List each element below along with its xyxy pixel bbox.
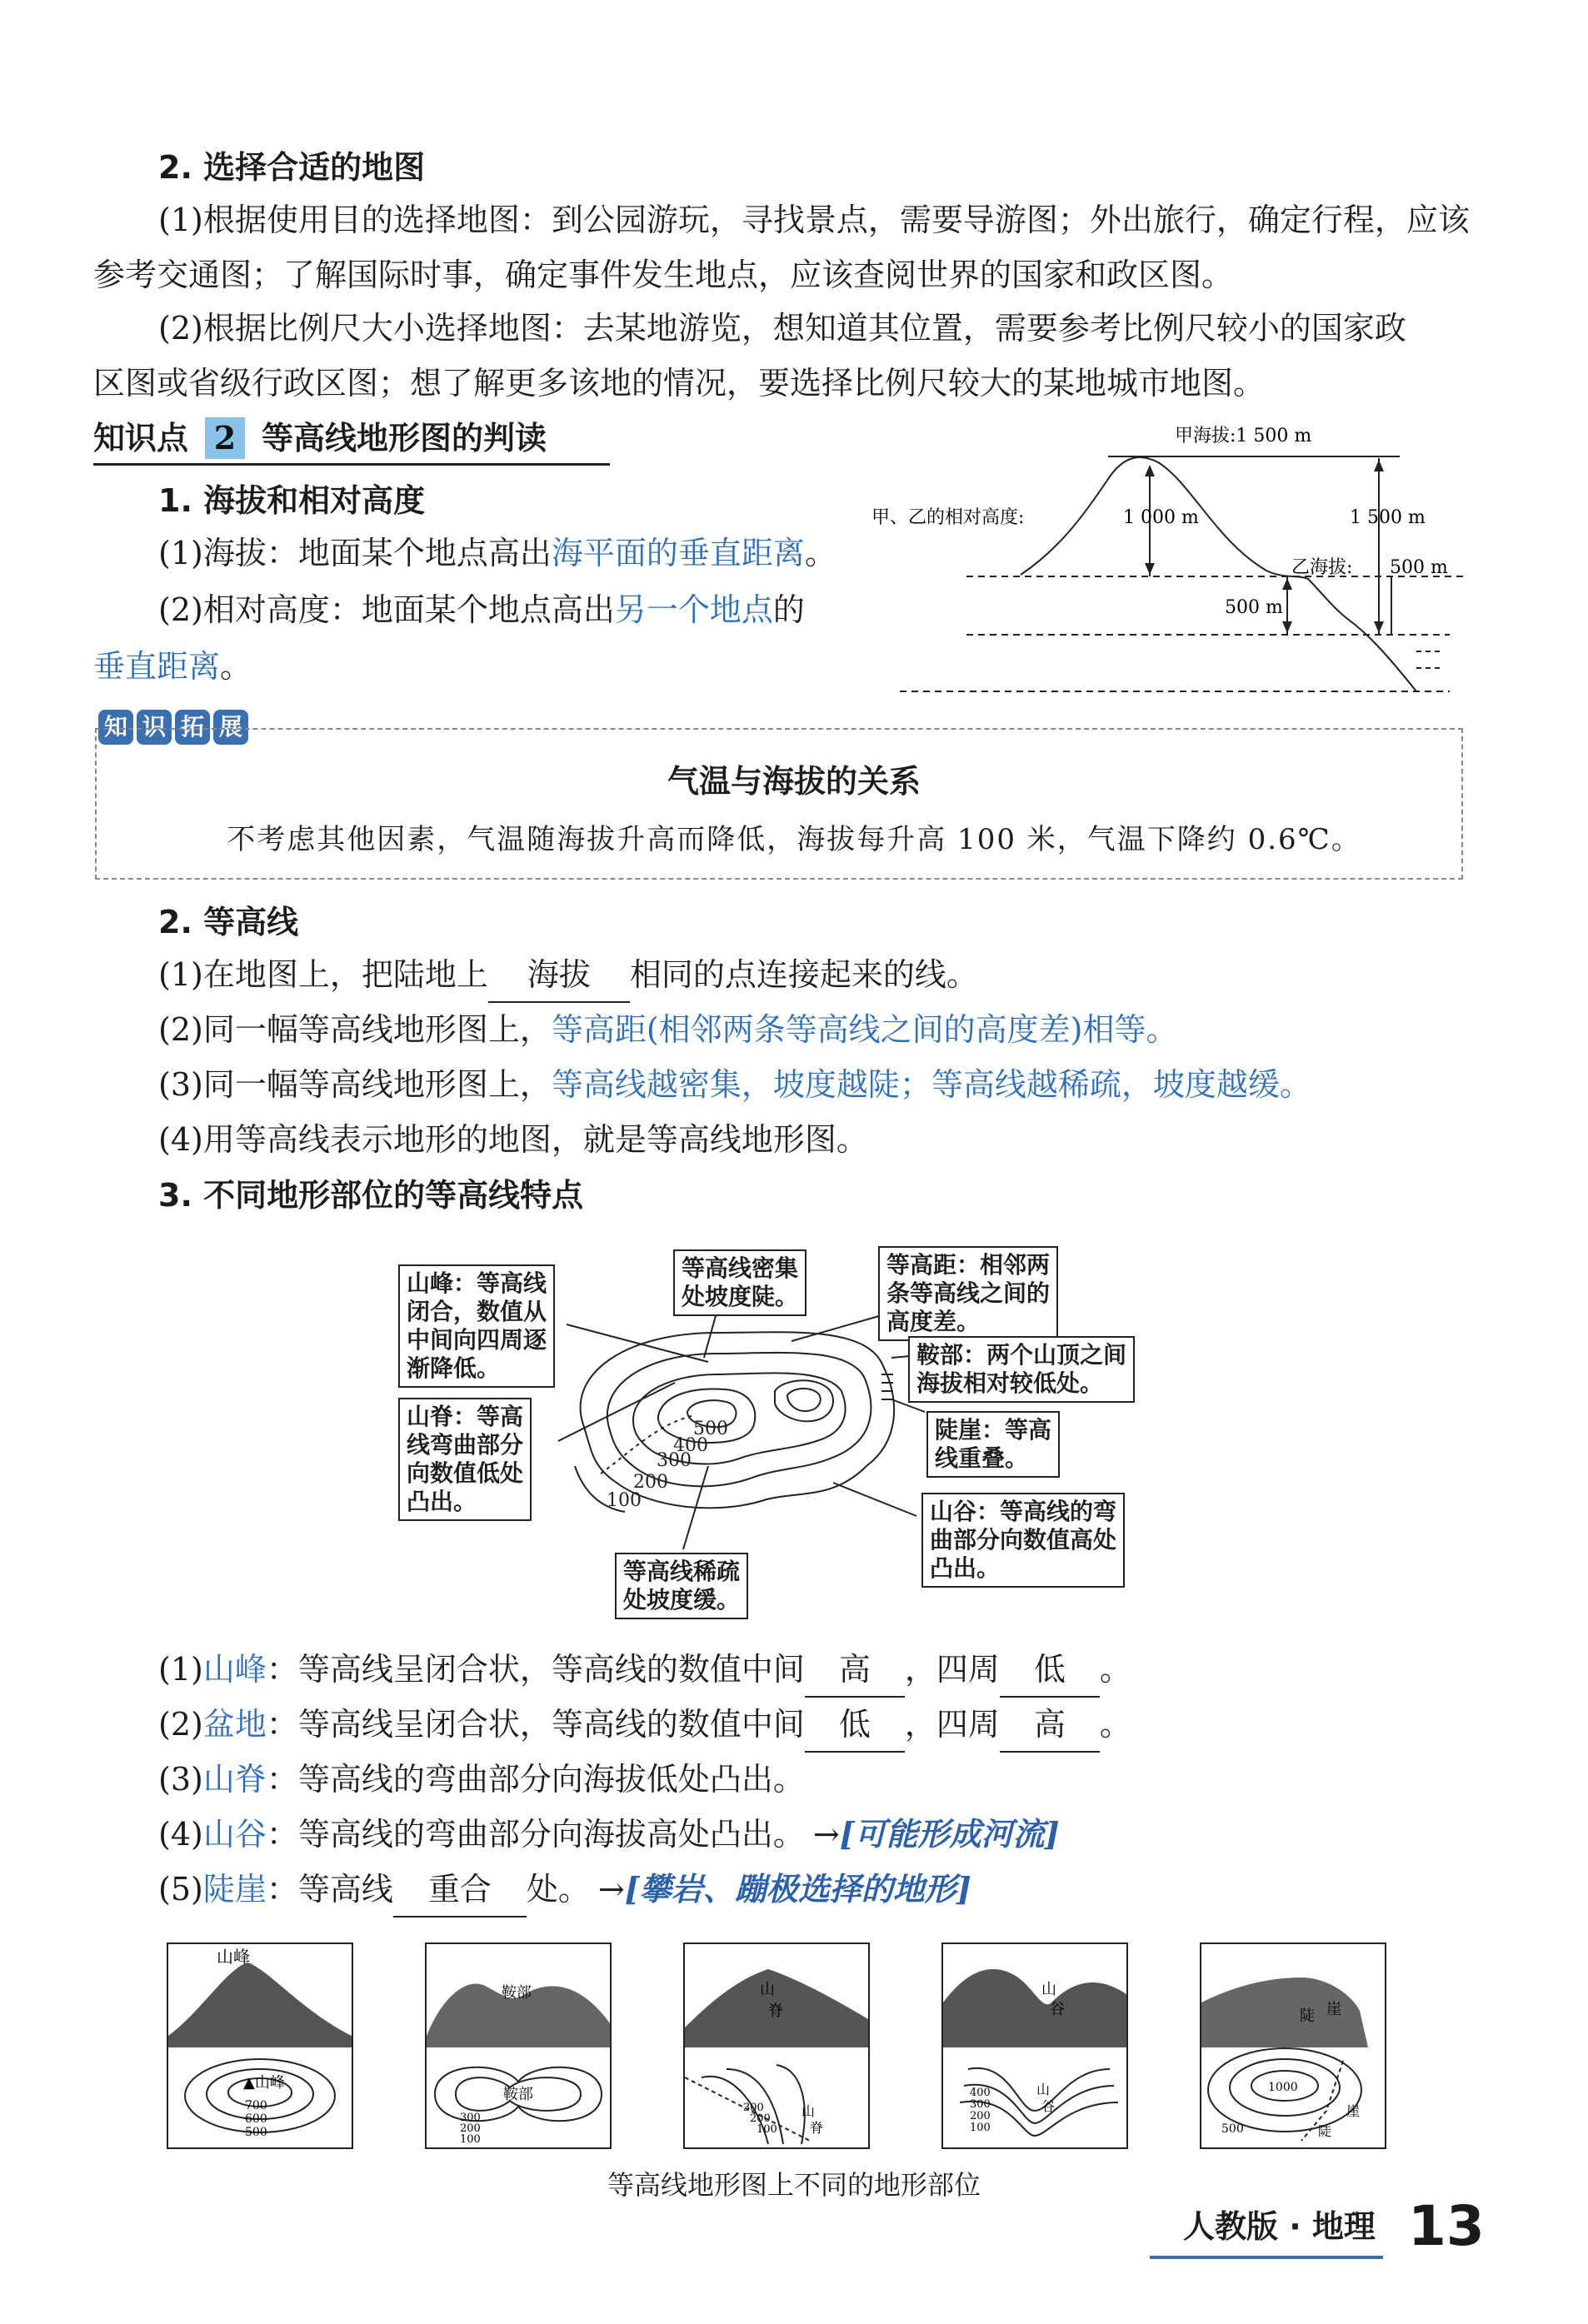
section-title-choose-map: 2. 选择合适的地图 [158,149,426,186]
callout-ridge [398,1398,532,1521]
altitude-def-answer: 海平面的垂直距离 [551,535,805,571]
altitude-definition [158,526,836,580]
panel-ridge-200: 200 [750,2112,771,2125]
item-basin-end: 。 [1099,1706,1131,1743]
height-500-right-label: 500 m [1390,557,1448,578]
item-cliff-text: ：等高线 [266,1871,393,1908]
arrow-icon: → [597,1871,625,1908]
panel-ridge-100: 100 [757,2123,777,2136]
footer-edition: 人教版 · 地理 [1183,2208,1376,2245]
item-basin-num: (2) [158,1706,203,1743]
callout-peak [398,1264,555,1388]
callout-sparse [615,1553,748,1619]
item-basin-text2: ，四周 [904,1706,1000,1743]
item-ridge-term: 山脊 [202,1761,267,1798]
callout-peak-line3: 中间向四周逐 [407,1326,547,1354]
panel-cliff [1200,1942,1386,2149]
callout-ridge-line4: 凸出。 [407,1488,477,1515]
item-cliff [158,1863,971,1918]
figure-caption: 等高线地形图上不同的地形部位 [607,2169,981,2201]
item-basin [158,1698,1131,1753]
callout-dense-line2: 处坡度陡。 [682,1283,799,1310]
altitude-def-text: (1)海拔：地面某个地点高出 [158,535,552,571]
page-number: 13 [1408,2194,1485,2258]
yi-altitude-label: 乙海拔: [1291,557,1353,578]
item-valley [158,1808,1060,1861]
item-basin-text: ：等高线呈闭合状，等高线的数值中间 [266,1706,805,1743]
contour-label-200: 200 [633,1472,668,1493]
panel-valley-bottom-2: 谷 [1041,2098,1056,2114]
section-title-contour: 2. 等高线 [158,904,299,940]
footer-rule [1150,2256,1383,2259]
callout-valley-line2: 曲部分向数值高处 [930,1526,1117,1553]
item-ridge-text: ：等高线的弯曲部分向海拔低处凸出。 [266,1761,805,1798]
item-peak-blank2: 低 [1000,1643,1100,1698]
panel-saddle [425,1942,612,2149]
contour-def-blank: 海拔 [488,948,630,1003]
callout-saddle [908,1336,1135,1403]
panel-ridge-top-2: 脊 [768,2002,783,2020]
contour-density-answer: 等高线越密集，坡度越陡；等高线越稀疏，坡度越缓。 [551,1066,1311,1103]
panel-peak-700: 700 [245,2099,267,2112]
panel-valley-bottom-1: 山 [1036,2082,1051,2097]
ext-tag-char-3: 拓 [175,710,210,745]
relative-def-answer2: 垂直距离 [93,648,221,685]
section-title-landforms: 3. 不同地形部位的等高线特点 [158,1177,584,1214]
arrow-icon: → [812,1816,840,1853]
callout-dense-line1: 等高线密集 [682,1254,799,1282]
callout-cliff [926,1411,1060,1478]
item-valley-num: (4) [158,1816,203,1853]
callout-sparse-line1: 等高线稀疏 [623,1558,741,1585]
section-title-altitude: 1. 海拔和相对高度 [158,482,426,519]
panel-valley-top-2: 谷 [1050,2001,1065,2018]
contour-interval-text: (2)同一幅等高线地形图上， [158,1011,552,1048]
altitude-diagram [866,416,1466,708]
item-cliff-text2: 处。 [526,1871,590,1908]
contour-label-300: 300 [657,1450,692,1471]
item-ridge [158,1753,805,1806]
panel-saddle-top-label: 鞍部 [502,1984,532,2002]
contour-label-100: 100 [607,1490,642,1511]
panel-peak-500: 500 [245,2126,267,2139]
panel-valley-400: 400 [970,2087,991,2099]
callout-ridge-line2: 线弯曲部分 [407,1431,524,1459]
ext-tag-char-4: 展 [213,710,248,745]
item-basin-blank2: 高 [1000,1698,1100,1753]
extension-title: 气温与海拔的关系 [667,763,921,800]
panel-peak-top-label: 山峰 [217,1947,250,1967]
relative-def-answer1: 另一个地点 [614,591,773,628]
panel-saddle-100: 100 [460,2133,481,2146]
relative-height-label: 甲、乙的相对高度: [871,507,1025,528]
panel-cliff-bottom-2: 陡 [1318,2123,1332,2139]
item-basin-blank1: 低 [805,1698,905,1753]
panel-ridge-bottom-1: 山 [801,2103,816,2119]
ext-tag-char-1: 知 [98,710,133,745]
panel-cliff-1000: 1000 [1268,2081,1298,2094]
callout-interval [878,1246,1058,1341]
callout-cliff-line1: 陡崖：等高 [935,1416,1052,1444]
callout-interval-line1: 等高距：相邻两 [886,1251,1051,1279]
panel-ridge-bottom-2: 脊 [810,2120,824,2136]
item-cliff-term: 陡崖 [202,1871,267,1908]
panel-ridge [683,1942,870,2149]
height-1500-label: 1 500 m [1350,507,1426,528]
item-valley-text: ：等高线的弯曲部分向海拔高处凸出。 [266,1816,805,1853]
altitude-def-end: 。 [804,535,836,571]
contour-def-text: (1)在地图上，把陆地上 [158,956,488,993]
panel-cliff-top-2: 崖 [1326,2001,1341,2018]
callout-valley [921,1493,1125,1588]
jia-altitude-label: 甲海拔:1 500 m [1175,426,1312,446]
height-1000-label: 1 000 m [1123,507,1199,528]
item-cliff-num: (5) [158,1871,203,1908]
item-valley-note: [可能形成河流] [839,1815,1060,1853]
contour-label-400: 400 [673,1435,708,1456]
knowledge-point-title: 等高线地形图的判读 [262,420,547,456]
relative-def-text: (2)相对高度：地面某个地点高出 [158,591,615,628]
panel-peak-600: 600 [245,2112,267,2126]
height-500-left-label: 500 m [1225,597,1283,618]
callout-valley-line1: 山谷：等高线的弯 [930,1498,1117,1525]
panel-ridge-300: 300 [743,2102,764,2114]
panel-peak-inner-label: ▲山峰 [243,2074,285,2092]
paragraph-purpose-2: 参考交通图；了解国际时事，确定事件发生地点，应该查阅世界的国家和政区图。 [93,257,1234,293]
callout-interval-line2: 条等高线之间的 [886,1279,1051,1307]
item-peak [158,1643,1131,1698]
item-basin-term: 盆地 [202,1706,267,1743]
item-cliff-blank: 重合 [393,1863,527,1918]
panel-valley-top-1: 山 [1041,1981,1056,1998]
callout-sparse-line2: 处坡度缓。 [623,1586,741,1613]
item-peak-end: 。 [1099,1651,1131,1688]
relative-height-definition [158,583,805,636]
contour-density [158,1058,1311,1111]
paragraph-purpose-1: (1)根据使用目的选择地图：到公园游玩，寻找景点，需要导游图；外出旅行，确定行程，应该 [158,202,1470,238]
callout-ridge-line3: 向数值低处 [407,1459,524,1487]
item-peak-text: ：等高线呈闭合状，等高线的数值中间 [266,1651,805,1688]
item-peak-text2: ，四周 [904,1651,1000,1688]
relative-height-definition-cont [93,640,252,693]
contour-map-definition: (4)用等高线表示地形的地图，就是等高线地形图。 [158,1121,868,1158]
panel-peak [167,1942,353,2149]
panel-saddle-300: 300 [460,2112,481,2124]
callout-dense [673,1249,806,1316]
callout-peak-line2: 闭合，数值从 [407,1298,547,1325]
panel-valley-100: 100 [970,2122,991,2134]
callout-valley-line3: 凸出。 [930,1554,1001,1582]
contour-label-500: 500 [693,1419,728,1439]
panel-valley-200: 200 [970,2110,991,2122]
panel-cliff-bottom-1: 崖 [1346,2103,1361,2119]
relative-def-end: 。 [220,648,252,685]
callout-peak-line1: 山峰：等高线 [407,1269,547,1297]
panel-ridge-top-1: 山 [760,1981,775,1998]
callout-peak-line4: 渐降低。 [407,1354,501,1382]
contour-interval-answer: 等高距(相邻两条等高线之间的高度差)相等。 [551,1011,1178,1048]
panel-cliff-500: 500 [1221,2122,1244,2136]
contour-def-end: 相同的点连接起来的线。 [629,956,978,993]
callout-saddle-line2: 海拔相对较低处。 [916,1369,1104,1397]
item-peak-term: 山峰 [202,1651,267,1688]
paragraph-scale-1: (2)根据比例尺大小选择地图：去某地游览，想知道其位置，需要参考比例尺较小的国家政 [158,310,1406,347]
panel-saddle-200: 200 [460,2122,481,2135]
panel-saddle-inner-label: 鞍部 [503,2086,533,2103]
callout-saddle-line1: 鞍部：两个山顶之间 [916,1341,1127,1369]
paragraph-scale-2: 区图或省级行政区图；想了解更多该地的情况，要选择比例尺较大的某地城市地图。 [93,365,1266,401]
relative-def-mid: 的 [772,591,805,628]
ext-tag-char-2: 识 [137,710,172,745]
item-peak-num: (1) [158,1651,203,1688]
contour-interval [158,1003,1178,1056]
callout-ridge-line1: 山脊：等高 [407,1403,524,1430]
item-peak-blank1: 高 [805,1643,905,1698]
panel-valley-300: 300 [970,2098,991,2111]
item-ridge-num: (3) [158,1761,203,1798]
knowledge-point-header [93,416,610,466]
item-valley-term: 山谷 [202,1816,267,1853]
panel-cliff-top-1: 陡 [1300,2007,1315,2025]
knowledge-point-label: 知识点 [93,420,189,456]
panel-valley [941,1942,1128,2149]
knowledge-point-number: 2 [205,417,245,459]
extension-body: 不考虑其他因素，气温随海拔升高而降低，海拔每升高 100 米，气温下降约 0.6℃。 [227,823,1361,856]
callout-interval-line3: 高度差。 [886,1308,981,1335]
contour-density-text: (3)同一幅等高线地形图上， [158,1066,552,1103]
contour-definition [158,948,978,1003]
callout-cliff-line2: 线重叠。 [935,1444,1029,1472]
item-cliff-note: [攀岩、蹦极选择的地形] [624,1870,971,1908]
